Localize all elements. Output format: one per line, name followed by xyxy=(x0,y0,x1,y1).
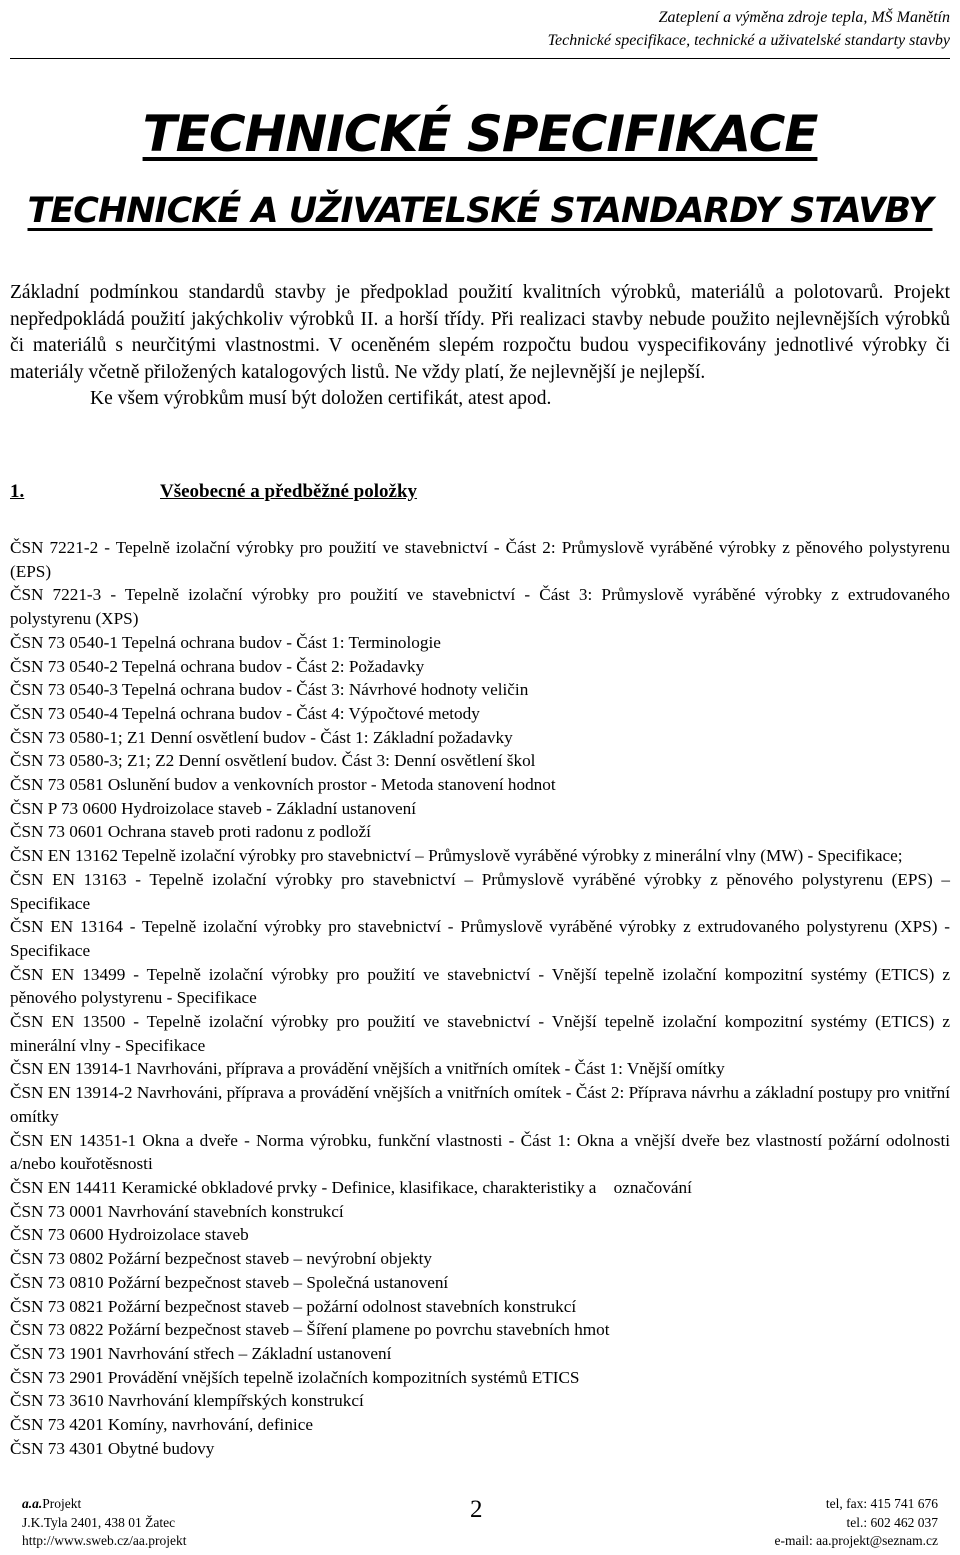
norm-item: ČSN 73 4201 Komíny, navrhování, definice xyxy=(10,1415,313,1435)
norm-item: ČSN 73 0540-4 Tepelná ochrana budov - Část 4: Výpočtové metody xyxy=(10,703,480,723)
norm-item: ČSN EN 13164 - Tepelně izolační výrobky pro stavebnictví - Průmyslově vyráběné výrobky z extrudovaného polystyrenu (XPS) - Specifikace xyxy=(10,917,950,960)
document-title: TECHNICKÉ SPECIFIKACE xyxy=(142,105,818,163)
norm-item: ČSN 73 1901 Navrhování střech – Základní ustanovení xyxy=(10,1343,392,1363)
intro-paragraph: Základní podmínkou standardů stavby je předpoklad použití kvalitních výrobků, materiálů a polotovarů. Projekt nepředpokládá použití jakýchkoliv výrobků II. a horší třídy. Při realizaci stavby nebude použito nejlevnějších výrobků či materiálů s neurčitými vlastnostmi. V oceněném slepém rozpočtu budou vyspecifikovány jednotlivé výrobky či materiály včetně přiložených katalogových listů. Ne vždy platí, že nejlevnější je nejlepší. xyxy=(10,282,950,383)
intro-text xyxy=(10,280,950,413)
section-heading xyxy=(10,481,950,503)
header-document-name: Technické specifikace, technické a uživatelské standarty stavby xyxy=(547,32,950,49)
norm-item: ČSN 7221-3 - Tepelně izolační výrobky pro použití ve stavebnictví - Část 3: Průmyslově vyráběné výrobky z extrudovaného polystyrenu (XPS) xyxy=(10,585,950,629)
norm-item: ČSN 73 0600 Hydroizolace staveb xyxy=(10,1225,249,1245)
intro-certificate-note: Ke všem výrobkům musí být doložen certifikát, atest apod. xyxy=(90,388,552,409)
page-header xyxy=(350,6,950,52)
norm-item: ČSN 73 0581 Oslunění budov a venkovních prostor - Metoda stanovení hodnot xyxy=(10,775,556,795)
header-divider xyxy=(10,58,950,59)
norm-item: ČSN 73 0601 Ochrana staveb proti radonu z podloží xyxy=(10,822,371,842)
norm-item: ČSN EN 13914-2 Navrhováni, příprava a provádění vnějších a vnitřních omítek - Část 2: Příprava návrhu a základní postupy pro vnitřní omítky xyxy=(10,1083,950,1126)
footer-address: J.K.Tyla 2401, 438 01 Žatec xyxy=(22,1514,176,1530)
footer-contacts xyxy=(775,1495,938,1551)
section-title: Všeobecné a předběžné položky xyxy=(160,481,418,502)
norm-item: ČSN EN 14351-1 Okna a dveře - Norma výrobku, funkční vlastnosti - Část 1: Okna a vnější dveře bez vlastností požární odolnosti a/nebo kouřotěsnosti xyxy=(10,1130,950,1174)
page-number: 2 xyxy=(470,1496,483,1523)
norm-item: ČSN 73 0001 Navrhování stavebních konstrukcí xyxy=(10,1201,344,1221)
norm-item: ČSN 73 0540-2 Tepelná ochrana budov - Část 2: Požadavky xyxy=(10,656,425,676)
norm-item: ČSN 73 0821 Požární bezpečnost staveb – požární odolnost stavebních konstrukcí xyxy=(10,1296,577,1316)
norm-item: ČSN EN 13500 - Tepelně izolační výrobky pro použití ve stavebnictví - Vnější tepelně izolační kompozitní systémy (ETICS) z minerální vlny - Specifikace xyxy=(10,1012,950,1055)
norm-item: ČSN 73 0802 Požární bezpečnost staveb – nevýrobní objekty xyxy=(10,1249,432,1269)
norms-list xyxy=(10,536,950,1460)
footer-phone: tel.: 602 462 037 xyxy=(846,1514,938,1530)
norm-item: ČSN 73 3610 Navrhování klempířských konstrukcí xyxy=(10,1391,364,1411)
norm-item: ČSN EN 13914-1 Navrhováni, příprava a provádění vnějších a vnitřních omítek - Část 1: Vnější omítky xyxy=(10,1059,725,1079)
norm-item: ČSN 73 2901 Provádění vnějších tepelně izolačních kompozitních systémů ETICS xyxy=(10,1367,580,1387)
norm-item: ČSN EN 13162 Tepelně izolační výrobky pro stavebnictví – Průmyslově vyráběné výrobky z minerální vlny (MW) - Specifikace; xyxy=(10,846,903,866)
footer-email[interactable]: e-mail: aa.projekt@seznam.cz xyxy=(774,1533,938,1548)
document-subtitle: TECHNICKÉ A UŽIVATELSKÉ STANDARDY STAVBY xyxy=(27,191,933,231)
norm-item: ČSN 73 4301 Obytné budovy xyxy=(10,1438,215,1458)
norm-item: ČSN 73 0580-1; Z1 Denní osvětlení budov - Část 1: Základní požadavky xyxy=(10,727,513,747)
norm-item: ČSN EN 14411 Keramické obkladové prvky - Definice, klasifikace, charakteristiky a označování xyxy=(10,1177,692,1197)
norm-item: ČSN EN 13163 - Tepelně izolační výrobky pro stavebnictví – Průmyslově vyráběné výrobky z pěnového polystyrenu (EPS) – Specifikace xyxy=(10,869,950,913)
footer-web-link[interactable]: http://www.sweb.cz/aa.projekt xyxy=(22,1533,187,1548)
footer-company-info xyxy=(22,1495,186,1551)
footer-company-logo-text: a.a. xyxy=(22,1496,43,1511)
norm-item: ČSN 7221-2 - Tepelně izolační výrobky pro použití ve stavebnictví - Část 2: Průmyslově vyráběné výrobky z pěnového polystyrenu (EPS) xyxy=(10,538,950,581)
page-footer xyxy=(10,1495,950,1555)
norm-item: ČSN P 73 0600 Hydroizolace staveb - Základní ustanovení xyxy=(10,798,417,818)
footer-company-suffix: Projekt xyxy=(42,1496,82,1511)
norm-item: ČSN 73 0540-1 Tepelná ochrana budov - Část 1: Terminologie xyxy=(10,632,441,652)
header-project-name: Zateplení a výměna zdroje tepla, MŠ Manětín xyxy=(658,9,950,26)
norm-item: ČSN 73 0810 Požární bezpečnost staveb – Společná ustanovení xyxy=(10,1272,449,1292)
norm-item: ČSN 73 0822 Požární bezpečnost staveb – Šíření plamene po povrchu stavebních hmot xyxy=(10,1320,610,1340)
footer-phone-fax: tel, fax: 415 741 676 xyxy=(825,1496,938,1511)
footer-company-name xyxy=(22,1495,186,1514)
norm-item: ČSN 73 0540-3 Tepelná ochrana budov - Část 3: Návrhové hodnoty veličin xyxy=(10,680,529,700)
norm-item: ČSN 73 0580-3; Z1; Z2 Denní osvětlení budov. Část 3: Denní osvětlení škol xyxy=(10,751,536,771)
norm-item: ČSN EN 13499 - Tepelně izolační výrobky pro použití ve stavebnictví - Vnější tepelně izolační kompozitní systémy (ETICS) z pěnového polystyrenu - Specifikace xyxy=(10,964,950,1008)
section-number: 1. xyxy=(10,481,25,502)
